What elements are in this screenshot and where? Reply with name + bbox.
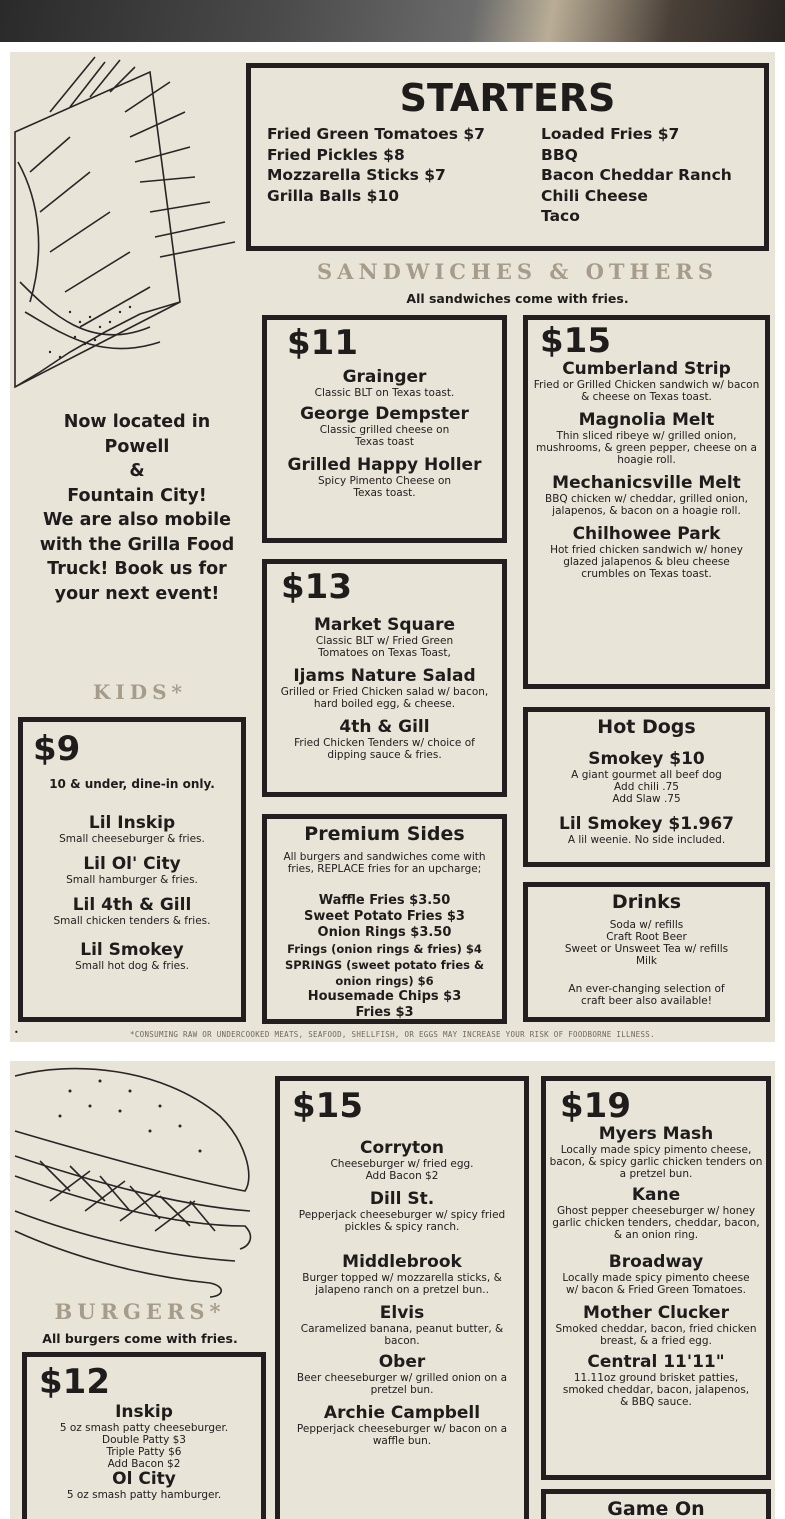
menu-item-name: Central 11'11": [587, 1352, 725, 1372]
box12-items: [27, 1403, 261, 1501]
menu-item-desc: Classic BLT on Texas toast.: [314, 387, 455, 399]
price-box-13: [262, 559, 507, 797]
menu-item-desc: Pepperjack cheeseburger w/ bacon on a waffle bun.: [296, 1423, 508, 1447]
starters-box: [246, 63, 769, 251]
menu-item-name: Lil Smokey $1.967: [558, 814, 735, 834]
sandwiches-heading: SANDWICHES & OTHERS: [317, 259, 718, 284]
menu-item-desc: Ghost pepper cheeseburger w/ honey garlic chicken tenders, cheddar, bacon, & an onion ring.: [552, 1205, 760, 1241]
menu-item-name: Myers Mash: [598, 1124, 714, 1144]
menu-item-desc: Small hamburger & fries.: [66, 874, 198, 886]
kids-items: [23, 814, 241, 972]
menu-item-name: Ober: [378, 1352, 426, 1372]
photo-strip: [0, 0, 785, 42]
menu-item-desc: 5 oz smash patty hamburger.: [66, 1489, 222, 1501]
location-line: with the Grilla Food: [39, 534, 235, 555]
menu-item-name: Mother Clucker: [583, 1303, 729, 1323]
menu-item-desc: Spicy Pimento Cheese on Texas toast.: [317, 475, 452, 499]
menu-item-desc: A lil weenie. No side included.: [567, 834, 726, 846]
menu-page-burgers: [10, 1061, 775, 1519]
menu-item-desc: Grilled or Fried Chicken salad w/ bacon, hard boiled egg, & cheese.: [280, 686, 489, 710]
menu-item-desc: A giant gourmet all beef dog Add chili .75 Add Slaw .75: [571, 769, 722, 805]
location-line: Truck! Book us for: [47, 559, 227, 579]
menu-item-name: George Dempster: [300, 404, 469, 424]
menu-item-name: Lil Smokey: [80, 940, 184, 960]
side-item: Frings (onion rings & fries) $4: [287, 942, 482, 956]
drinks-box: [523, 882, 770, 1022]
price-label: $13: [281, 567, 352, 607]
menu-item-name: Smokey $10: [588, 749, 705, 769]
menu-page-starters-sandwiches: [10, 52, 775, 1042]
menu-item-desc: Cheeseburger w/ fried egg. Add Bacon $2: [330, 1158, 474, 1182]
drinks-list: Soda w/ refills Craft Root Beer Sweet or Unsweet Tea w/ refills Milk: [564, 919, 729, 967]
price-box-11: [262, 315, 507, 543]
menu-item-desc: Small hot dog & fries.: [75, 960, 189, 972]
starter-item: Fried Green Tomatoes $7: [267, 125, 485, 143]
starter-item: Chili Cheese: [541, 186, 648, 205]
premium-sides-note: All burgers and sandwiches come with fries, REPLACE fries for an upcharge;: [283, 851, 486, 875]
menu-item-name: Middlebrook: [342, 1252, 462, 1272]
menu-item-name: Grainger: [342, 367, 427, 387]
menu-item-name: Ol City: [112, 1469, 176, 1489]
side-item: Fries $3: [355, 1005, 414, 1020]
price-label: $15: [540, 321, 611, 361]
menu-item-desc: Pepperjack cheeseburger w/ spicy fried pickles & spicy ranch.: [298, 1209, 506, 1233]
menu-item-desc: Classic BLT w/ Fried Green Tomatoes on Texas Toast,: [315, 635, 454, 659]
menu-item-name: Cumberland Strip: [562, 359, 731, 379]
menu-item-name: Broadway: [608, 1252, 704, 1272]
menu-item-name: Lil Ol' City: [83, 854, 181, 874]
menu-item-name: Lil 4th & Gill: [72, 895, 192, 915]
menu-item-desc: Classic grilled cheese on Texas toast: [319, 424, 450, 448]
starter-item: Fried Pickles $8: [267, 145, 405, 164]
price-box-15-burgers: [275, 1076, 529, 1519]
menu-item-desc: Fried or Grilled Chicken sandwich w/ bacon & cheese on Texas toast.: [533, 379, 760, 403]
menu-item-name: Lil Inskip: [88, 813, 176, 833]
fries-illustration-icon: [10, 52, 245, 397]
price-label: $19: [560, 1086, 631, 1126]
location-line: We are also mobile: [42, 510, 232, 530]
starter-item: Grilla Balls $10: [267, 186, 400, 205]
menu-item-desc: Small chicken tenders & fries.: [53, 915, 211, 927]
premium-sides-title: Premium Sides: [304, 823, 465, 845]
disclaimer: *CONSUMING RAW OR UNDERCOOKED MEATS, SEAFOOD, SHELLFISH, OR EGGS MAY INCREASE YOUR RISK OF FOODBORNE ILLNESS.: [130, 1030, 655, 1039]
menu-item-name: Chilhowee Park: [572, 524, 721, 544]
box13-items: [267, 616, 502, 761]
menu-item-desc: Caramelized banana, peanut butter, & bacon.: [300, 1323, 504, 1347]
menu-item-name: Elvis: [379, 1303, 425, 1323]
premium-sides-box: [262, 814, 507, 1024]
menu-item-name: Dill St.: [369, 1189, 435, 1209]
location-line: &: [129, 461, 145, 481]
side-item: Waffle Fries $3.50: [318, 893, 451, 908]
side-item: Housemade Chips $3: [307, 989, 462, 1004]
burger-illustration-icon: [10, 1061, 260, 1301]
price-box-12: [22, 1352, 266, 1519]
burgers-note: All burgers come with fries.: [42, 1331, 238, 1346]
hot-dogs-title: Hot Dogs: [597, 716, 696, 738]
menu-item-name: Ijams Nature Salad: [293, 666, 476, 686]
menu-item-name: Inskip: [115, 1402, 173, 1422]
kids-heading: KIDS*: [93, 680, 187, 704]
game-on-box: [541, 1489, 771, 1519]
location-message: [18, 410, 256, 606]
starters-right-list: [541, 124, 732, 227]
menu-item-desc: Small cheeseburger & fries.: [59, 833, 205, 845]
starter-item: Loaded Fries $7: [541, 125, 680, 143]
menu-item-desc: Beer cheeseburger w/ grilled onion on a pretzel bun.: [296, 1372, 508, 1396]
menu-item-desc: Smoked cheddar, bacon, fried chicken breast, & a fried egg.: [555, 1323, 757, 1347]
menu-item-name: Grilled Happy Holler: [287, 455, 482, 475]
kids-note: 10 & under, dine-in only.: [49, 777, 215, 791]
menu-item-desc: 11.11oz ground brisket patties, smoked cheddar, bacon, jalapenos, & BBQ sauce.: [562, 1372, 750, 1408]
game-on-title: Game On: [607, 1498, 705, 1519]
price-label: $15: [292, 1086, 363, 1126]
location-line: Now located in: [63, 412, 211, 432]
menu-item-desc: Locally made spicy pimento cheese w/ bacon & Fried Green Tomatoes.: [562, 1272, 750, 1296]
kids-box: [18, 717, 246, 1022]
box15-burger-items: [280, 1139, 524, 1447]
location-line: your next event!: [54, 583, 220, 604]
price-label: $9: [33, 729, 81, 769]
side-item: Sweet Potato Fries $3: [304, 909, 465, 924]
drinks-title: Drinks: [611, 891, 682, 913]
menu-item-desc: Locally made spicy pimento cheese, bacon, & spicy garlic chicken tenders on a pretzel bun.: [549, 1144, 763, 1180]
box15-items: [528, 360, 765, 580]
menu-item-desc: Hot fried chicken sandwich w/ honey glazed jalapenos & bleu cheese crumbles on Texas toast.: [550, 544, 743, 580]
price-label: $12: [39, 1362, 110, 1402]
price-label: $11: [287, 323, 358, 363]
drinks-note: An ever-changing selection of craft beer also available!: [568, 983, 725, 1007]
menu-item-name: Market Square: [313, 615, 456, 635]
box11-items: [267, 368, 502, 499]
box19-items: [546, 1125, 766, 1408]
menu-item-desc: 5 oz smash patty cheeseburger. Double Patty $3 Triple Patty $6 Add Bacon $2: [59, 1422, 229, 1470]
hot-dogs-box: [523, 707, 770, 867]
starters-left-list: [267, 124, 485, 206]
location-line: Fountain City!: [67, 485, 207, 506]
menu-item-name: Magnolia Melt: [578, 410, 715, 430]
sandwiches-note: All sandwiches come with fries.: [406, 291, 629, 306]
bullet-dot: •: [14, 1028, 19, 1037]
starter-item: Mozzarella Sticks $7: [267, 166, 446, 184]
hot-dogs-items: [528, 750, 765, 846]
starter-item: BBQ: [541, 145, 578, 164]
starter-item: Taco: [541, 207, 580, 225]
starters-title: STARTERS: [399, 76, 616, 120]
menu-item-name: 4th & Gill: [339, 717, 430, 737]
menu-item-name: Archie Campbell: [323, 1403, 481, 1423]
starter-item: Bacon Cheddar Ranch: [541, 166, 732, 184]
menu-item-name: Kane: [631, 1185, 681, 1205]
price-box-19: [541, 1076, 771, 1480]
side-item: Onion Rings $3.50: [317, 925, 452, 940]
price-box-15: [523, 315, 770, 689]
side-item: SPRINGS (sweet potato fries & onion rings) $6: [284, 958, 485, 988]
menu-item-desc: BBQ chicken w/ cheddar, grilled onion, jalapenos, & bacon on a hoagie roll.: [544, 493, 748, 517]
burgers-heading: BURGERS*: [54, 1299, 226, 1324]
menu-item-name: Mechanicsville Melt: [552, 473, 741, 493]
menu-item-name: Corryton: [360, 1138, 444, 1158]
menu-item-desc: Thin sliced ribeye w/ grilled onion, mushrooms, & green pepper, cheese on a hoagie roll.: [536, 430, 757, 466]
premium-sides-list: [267, 893, 502, 1021]
location-line: Powell: [104, 436, 170, 457]
menu-item-desc: Burger topped w/ mozzarella sticks, & jalapeno ranch on a pretzel bun..: [302, 1272, 502, 1296]
menu-item-desc: Fried Chicken Tenders w/ choice of dipping sauce & fries.: [294, 737, 475, 761]
